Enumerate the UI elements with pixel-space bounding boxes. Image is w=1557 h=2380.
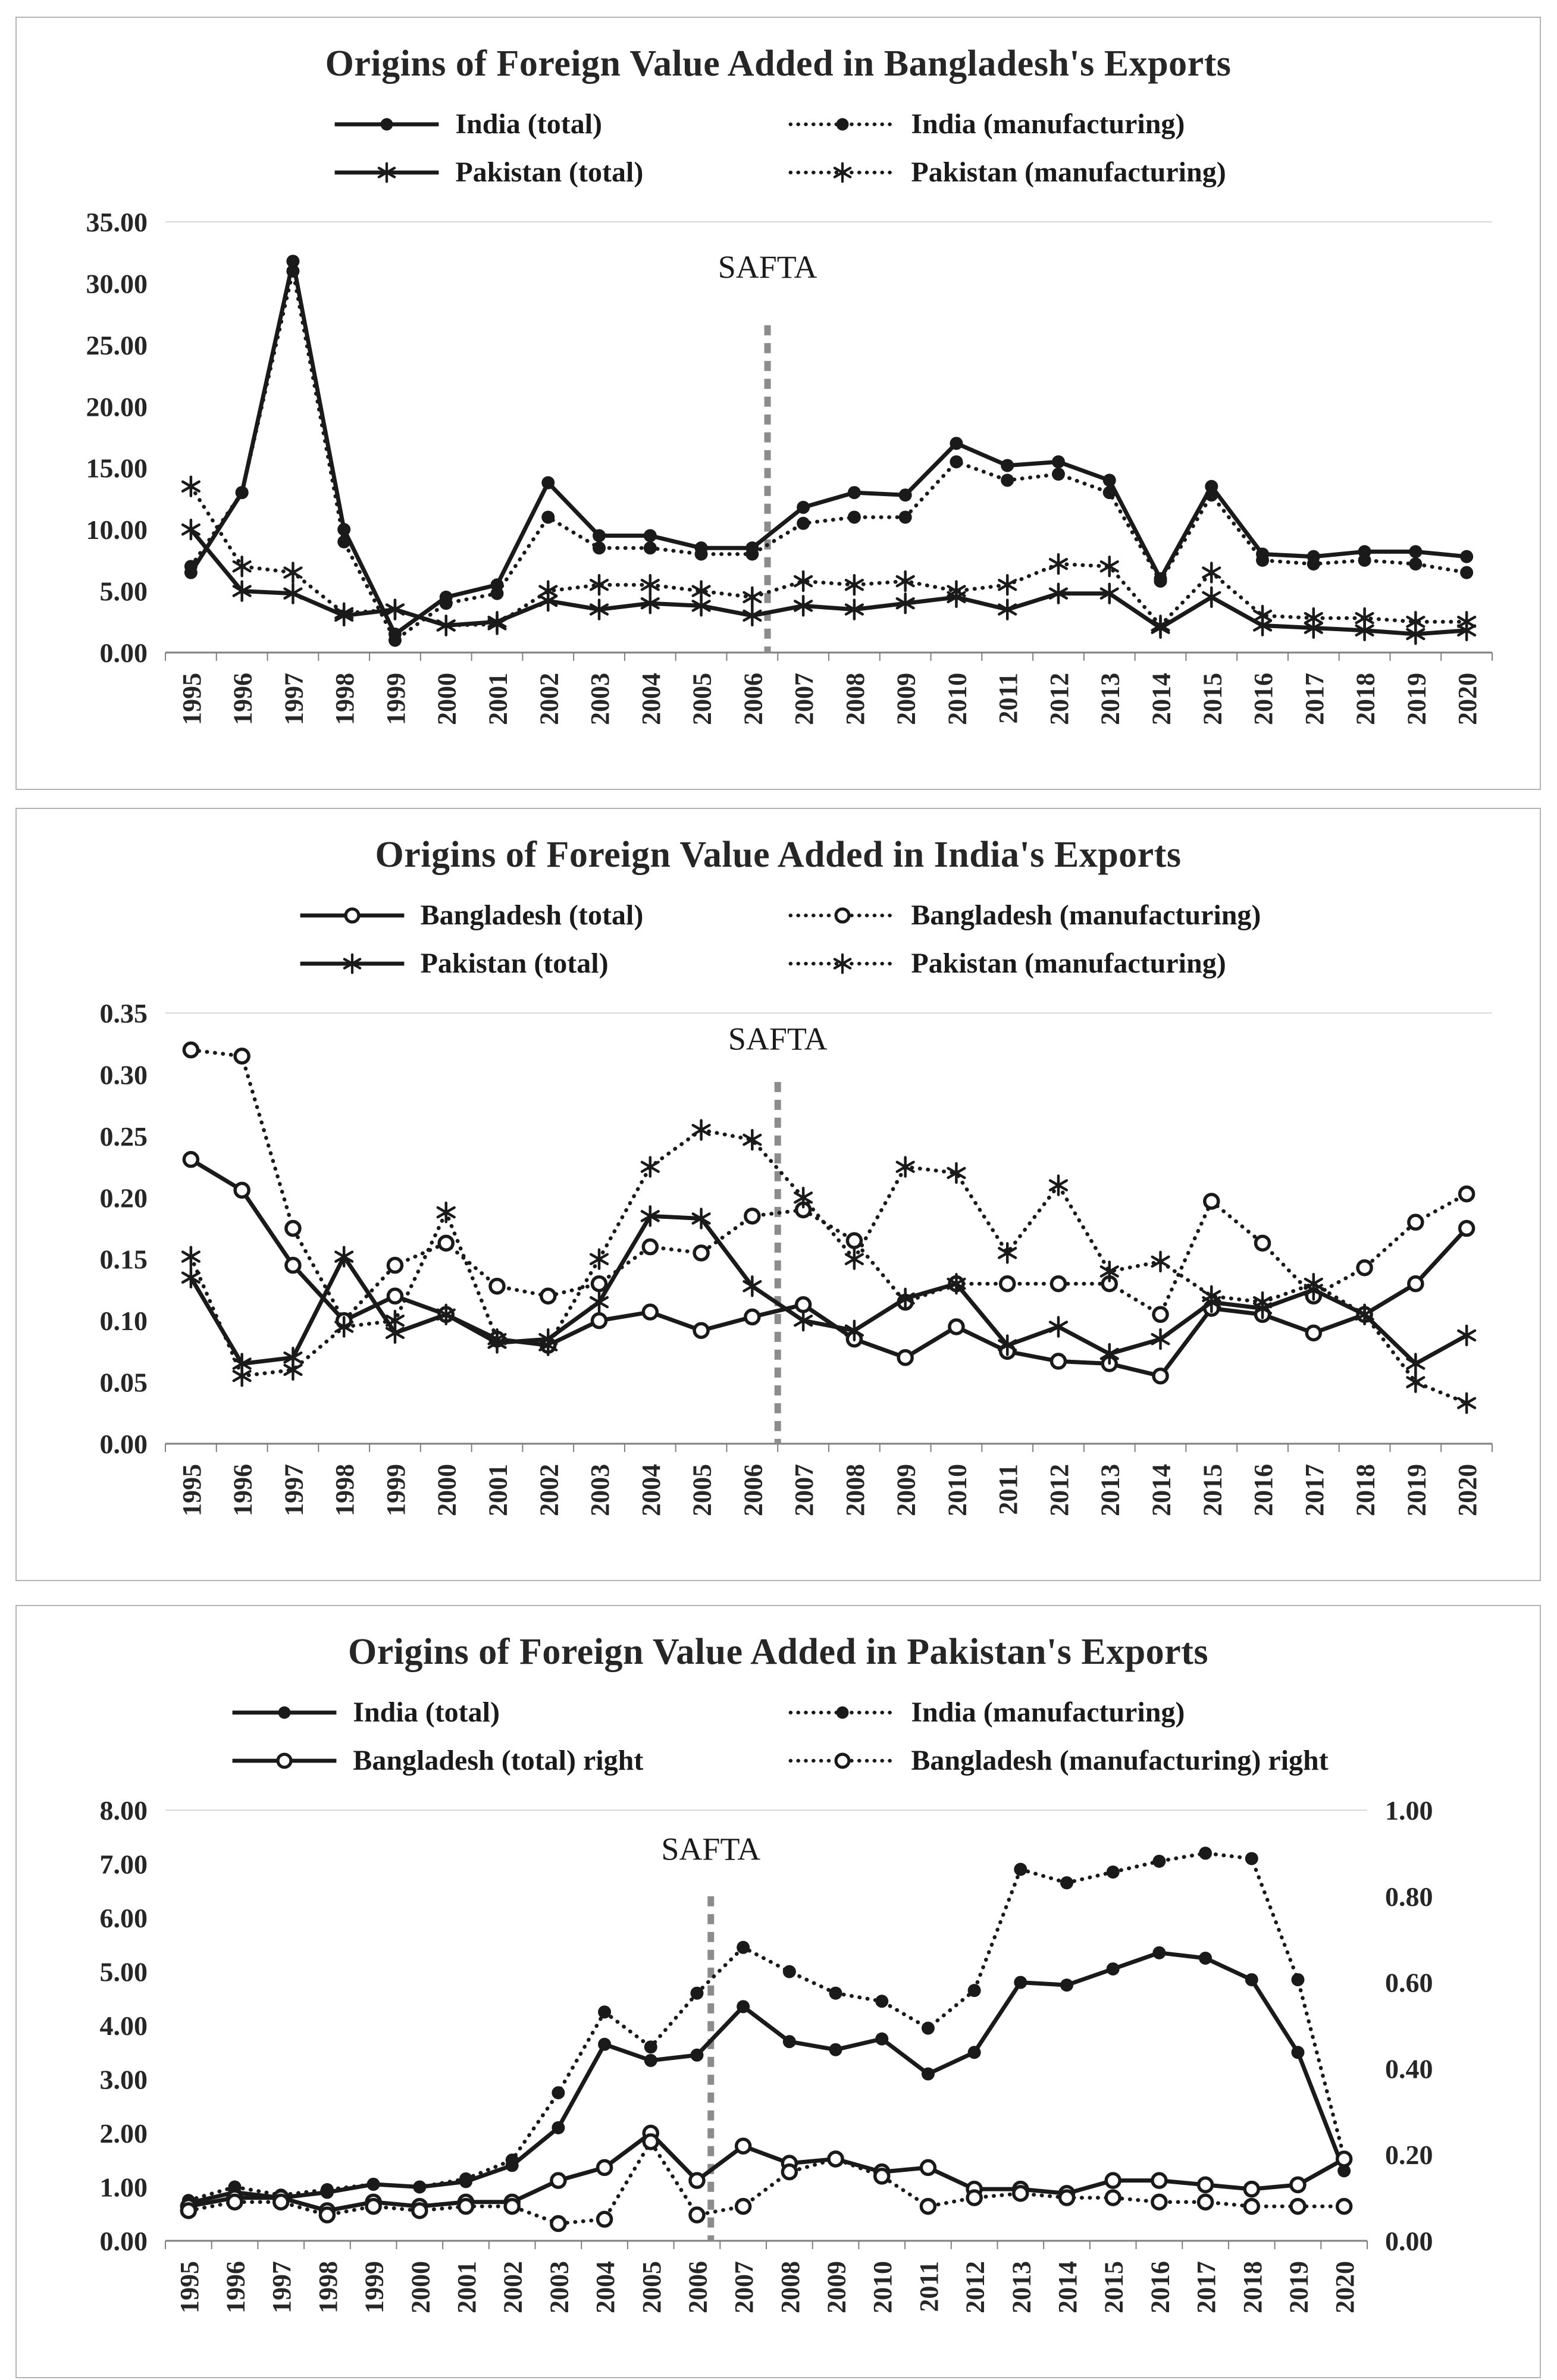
x-axis-label: 1996 <box>228 1464 258 1516</box>
x-axis-label: 2017 <box>1299 673 1329 725</box>
x-axis-label: 2006 <box>738 673 768 725</box>
x-axis-label: 2009 <box>891 1464 921 1516</box>
y-axis-label: 6.00 <box>99 1903 148 1933</box>
legend-label: India (manufacturing) <box>911 108 1185 140</box>
chart-title: Origins of Foreign Value Added in Pakistan's Exports <box>348 1632 1208 1672</box>
y-axis-label: 0.00 <box>99 1429 148 1459</box>
legend-label: Bangladesh (manufacturing) right <box>911 1745 1329 1776</box>
y-axis-label: 5.00 <box>99 1956 148 1987</box>
x-axis-label: 2002 <box>534 673 564 725</box>
x-axis-label: 1998 <box>330 1464 360 1516</box>
x-axis-label: 1995 <box>174 2261 204 2313</box>
series-bangladesh-total <box>184 1153 1473 1383</box>
legend-item-india-manufacturing <box>786 108 1226 140</box>
x-axis-label: 2012 <box>1044 1464 1074 1516</box>
x-axis-label: 1995 <box>177 673 206 725</box>
x-axis-label: 2003 <box>585 1464 615 1516</box>
x-axis-label: 2000 <box>432 673 462 725</box>
solid-circle-open-legend-icon <box>228 1748 341 1774</box>
x-axis-label: 2020 <box>1453 673 1483 725</box>
y-axis-label: 0.25 <box>99 1121 148 1152</box>
x-axis-label: 2011 <box>994 1464 1023 1515</box>
y-axis-right-label: 1.00 <box>1385 1795 1433 1826</box>
series-bangladesh-total-right <box>181 2127 1351 2218</box>
solid-asterisk-legend-icon <box>330 159 443 186</box>
y-axis-label: 7.00 <box>99 1849 148 1880</box>
x-axis-label: 2015 <box>1099 2261 1129 2313</box>
y-axis-label: 3.00 <box>99 2064 148 2095</box>
safta-annotation-label: SAFTA <box>718 249 817 286</box>
x-axis-label: 2006 <box>738 1464 768 1516</box>
x-axis-label: 2016 <box>1249 673 1279 725</box>
x-axis-label: 2015 <box>1198 1464 1227 1516</box>
x-axis-label: 2007 <box>790 673 819 725</box>
x-axis-label: 2008 <box>840 673 870 725</box>
y-axis-label: 0.05 <box>99 1367 148 1398</box>
x-axis-label: 2013 <box>1095 1464 1125 1516</box>
series-india-total <box>182 1946 1351 2210</box>
legend-label: Bangladesh (total) right <box>353 1745 644 1776</box>
x-axis-label: 2010 <box>942 1464 972 1516</box>
x-axis-label: 2017 <box>1299 1464 1329 1516</box>
x-axis-label: 2011 <box>994 673 1023 724</box>
x-axis-label: 2001 <box>452 2261 481 2313</box>
safta-annotation-label: SAFTA <box>661 1831 761 1867</box>
chart-panel-india-exports <box>15 808 1541 1581</box>
y-axis-label: 0.35 <box>99 998 148 1028</box>
x-axis-label: 2016 <box>1145 2261 1175 2313</box>
x-axis-label: 2003 <box>544 2261 574 2313</box>
legend-item-india-manufacturing <box>786 1696 1328 1729</box>
y-axis-label: 35.00 <box>86 207 148 237</box>
y-axis-label: 30.00 <box>86 268 148 299</box>
x-axis-label: 2007 <box>790 1464 819 1516</box>
x-axis-label: 2017 <box>1192 2261 1221 2313</box>
dotted-circle-filled-legend-icon <box>786 111 899 137</box>
legend-item-bangladesh-total-right <box>228 1744 643 1777</box>
legend-item-india-total <box>330 108 643 140</box>
legend-label: Pakistan (total) <box>455 156 644 188</box>
x-axis-label: 2010 <box>942 673 972 725</box>
x-axis-label: 2001 <box>483 673 513 725</box>
x-axis-label: 2013 <box>1095 673 1125 725</box>
x-axis-label: 2008 <box>840 1464 870 1516</box>
solid-circle-filled-legend-icon <box>228 1699 341 1726</box>
dotted-asterisk-legend-icon <box>786 951 899 977</box>
legend-label: Pakistan (manufacturing) <box>911 948 1226 979</box>
safta-annotation-label: SAFTA <box>728 1021 828 1057</box>
legend-item-pakistan-total <box>296 947 644 980</box>
chart-plot <box>17 1790 1540 2361</box>
x-axis-label: 1996 <box>228 673 258 725</box>
legend-item-bangladesh-manufacturing <box>786 899 1261 932</box>
legend-label: India (manufacturing) <box>911 1697 1185 1728</box>
legend-item-pakistan-manufacturing <box>786 947 1261 980</box>
chart-panel-bangladesh-exports <box>15 17 1541 790</box>
chart-title: Origins of Foreign Value Added in India's Exports <box>375 835 1182 875</box>
x-axis-label: 1997 <box>267 2261 297 2313</box>
x-axis-label: 2012 <box>1044 673 1074 725</box>
y-axis-label: 15.00 <box>86 453 148 484</box>
x-axis-label: 2007 <box>729 2261 759 2313</box>
series-pakistan-total <box>183 520 1475 644</box>
y-axis-label: 10.00 <box>86 515 148 545</box>
x-axis-label: 1997 <box>279 673 309 725</box>
chart-title: Origins of Foreign Value Added in Bangladesh's Exports <box>325 43 1232 84</box>
x-axis-label: 2009 <box>891 673 921 725</box>
chart-legend <box>330 108 1226 189</box>
x-axis-label: 2008 <box>775 2261 805 2313</box>
y-axis-right-label: 0.60 <box>1385 1967 1433 1998</box>
y-axis-label: 0.20 <box>99 1183 148 1213</box>
y-axis-label: 8.00 <box>99 1795 148 1826</box>
y-axis-right-label: 0.00 <box>1385 2226 1433 2256</box>
x-axis-label: 1995 <box>177 1464 206 1516</box>
x-axis-label: 2019 <box>1284 2261 1314 2313</box>
y-axis-label: 1.00 <box>99 2172 148 2203</box>
x-axis-label: 2002 <box>498 2261 528 2313</box>
x-axis-label: 2020 <box>1453 1464 1483 1516</box>
y-axis-label: 25.00 <box>86 330 148 360</box>
x-axis-label: 2018 <box>1351 1464 1380 1516</box>
y-axis-label: 2.00 <box>99 2118 148 2149</box>
y-axis-right-label: 0.80 <box>1385 1881 1433 1912</box>
x-axis-label: 2002 <box>534 1464 564 1516</box>
chart-plot <box>17 993 1540 1564</box>
dotted-circle-open-legend-icon <box>786 902 899 929</box>
chart-plot <box>17 202 1540 773</box>
x-axis-label: 2015 <box>1198 673 1227 725</box>
series-bangladesh-manufacturing <box>184 1043 1473 1328</box>
chart-panel-pakistan-exports <box>15 1605 1541 2378</box>
x-axis-label: 2004 <box>591 2261 621 2313</box>
legend-label: Bangladesh (total) <box>420 899 644 931</box>
x-axis-label: 2014 <box>1053 2261 1082 2313</box>
x-axis-label: 2018 <box>1238 2261 1267 2313</box>
x-axis-label: 2016 <box>1249 1464 1279 1516</box>
x-axis-label: 2005 <box>687 673 717 725</box>
y-axis-label: 20.00 <box>86 391 148 422</box>
y-axis-label: 0.30 <box>99 1059 148 1090</box>
x-axis-label: 1996 <box>221 2261 250 2313</box>
solid-asterisk-legend-icon <box>296 951 409 977</box>
x-axis-label: 2000 <box>406 2261 436 2313</box>
x-axis-label: 2012 <box>960 2261 990 2313</box>
y-axis-label: 5.00 <box>99 576 148 607</box>
x-axis-label: 2004 <box>636 673 666 725</box>
x-axis-label: 2006 <box>683 2261 713 2313</box>
legend-item-bangladesh-manufacturing-right <box>786 1744 1328 1777</box>
legend-label: Pakistan (total) <box>420 948 609 979</box>
y-axis-right-label: 0.40 <box>1385 2053 1433 2084</box>
y-axis-label: 0.10 <box>99 1306 148 1337</box>
y-axis-label: 0.00 <box>99 638 148 668</box>
legend-label: India (total) <box>455 108 603 140</box>
y-axis-label: 0.00 <box>99 2226 148 2256</box>
y-axis-label: 4.00 <box>99 2011 148 2041</box>
legend-item-bangladesh-total <box>296 899 644 932</box>
y-axis-label: 0.15 <box>99 1244 148 1275</box>
legend-item-india-total <box>228 1696 643 1729</box>
series-pakistan-total <box>183 1206 1475 1373</box>
legend-label: India (total) <box>353 1697 500 1728</box>
x-axis-label: 2013 <box>1007 2261 1036 2313</box>
x-axis-label: 2000 <box>432 1464 462 1516</box>
x-axis-label: 2019 <box>1402 673 1431 725</box>
x-axis-label: 1998 <box>330 673 360 725</box>
x-axis-label: 2018 <box>1351 673 1380 725</box>
solid-circle-open-legend-icon <box>296 902 409 929</box>
x-axis-label: 2001 <box>483 1464 513 1516</box>
x-axis-label: 2010 <box>868 2261 898 2313</box>
series-india-manufacturing <box>184 265 1473 647</box>
x-axis-label: 1999 <box>381 673 411 725</box>
legend-item-pakistan-total <box>330 156 643 189</box>
x-axis-label: 2014 <box>1146 1464 1176 1516</box>
legend-label: Bangladesh (manufacturing) <box>911 899 1261 931</box>
chart-legend <box>228 1696 1328 1777</box>
dotted-circle-filled-legend-icon <box>786 1699 899 1726</box>
x-axis-label: 2009 <box>822 2261 851 2313</box>
y-axis-right-label: 0.20 <box>1385 2140 1433 2171</box>
x-axis-label: 2003 <box>585 673 615 725</box>
x-axis-label: 2019 <box>1402 1464 1431 1516</box>
x-axis-label: 1998 <box>313 2261 343 2313</box>
x-axis-label: 2020 <box>1330 2261 1360 2313</box>
x-axis-label: 1999 <box>359 2261 389 2313</box>
legend-item-pakistan-manufacturing <box>786 156 1226 189</box>
chart-legend <box>296 899 1261 980</box>
series-india-total <box>184 255 1473 641</box>
x-axis-label: 2005 <box>687 1464 717 1516</box>
x-axis-label: 2005 <box>637 2261 666 2313</box>
x-axis-label: 2004 <box>636 1464 666 1516</box>
series-pakistan-manufacturing <box>183 1121 1475 1413</box>
dotted-asterisk-legend-icon <box>786 159 899 186</box>
x-axis-label: 2014 <box>1146 673 1176 725</box>
legend-label: Pakistan (manufacturing) <box>911 156 1226 188</box>
x-axis-label: 1999 <box>381 1464 411 1516</box>
dotted-circle-open-legend-icon <box>786 1748 899 1774</box>
solid-circle-filled-legend-icon <box>330 111 443 137</box>
x-axis-label: 2011 <box>914 2261 944 2312</box>
x-axis-label: 1997 <box>279 1464 309 1516</box>
